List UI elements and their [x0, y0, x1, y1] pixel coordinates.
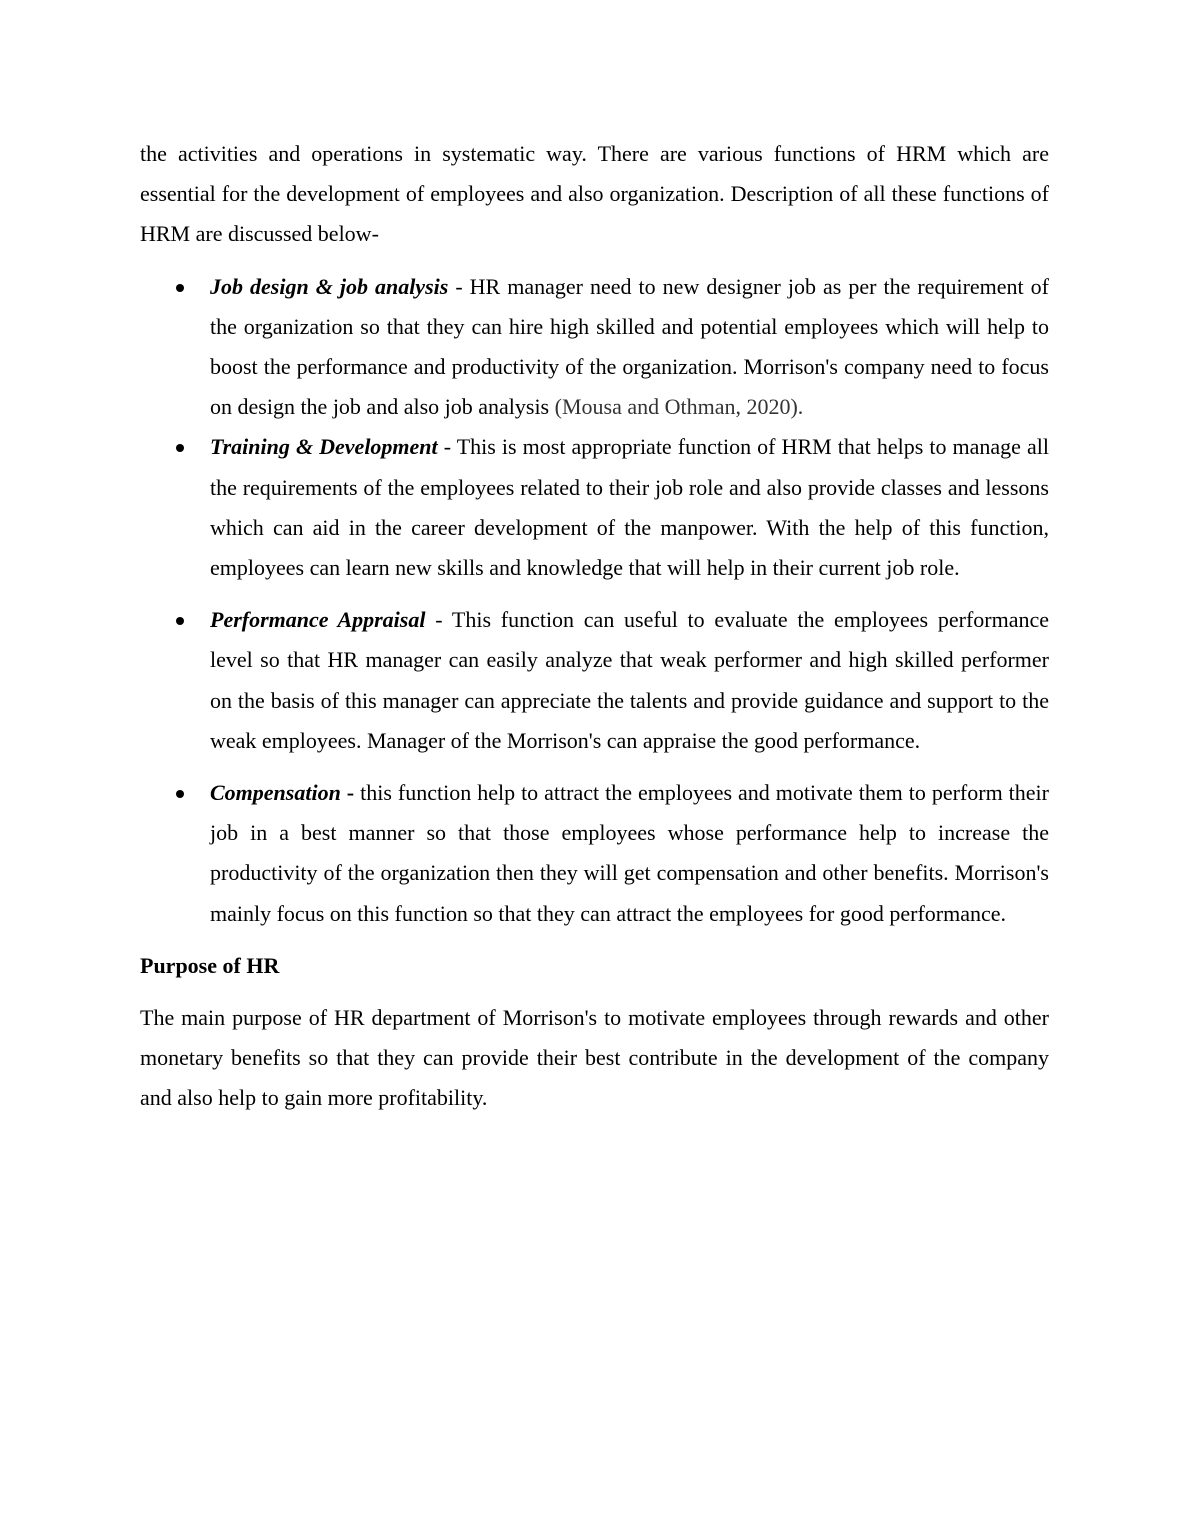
- function-description: this function help to attract the employees and motivate them to perform their job in a best manner so that those employees whose performance help to increase the productivity of the organization then they will get compensation and other benefits. Morrison's mainly focus on this function so that they can attract the employees for good performance.: [210, 780, 1049, 926]
- function-separator: -: [437, 434, 457, 460]
- function-term: Training & Development: [210, 434, 438, 460]
- citation: (Mousa and Othman, 2020).: [554, 394, 804, 420]
- function-separator: -: [340, 780, 361, 806]
- bullet-icon: [176, 790, 184, 798]
- purpose-paragraph: The main purpose of HR department of Morrison's to motivate employees through rewards and other monetary benefits so that they can provide their best contribute in the development of the company and also help to gain more profitability.: [140, 1005, 1049, 1111]
- list-item-job-design: [140, 267, 1049, 428]
- section-heading: Purpose of HR: [140, 952, 280, 978]
- document-page: [140, 134, 1049, 1119]
- bullet-icon: [176, 444, 184, 452]
- hrm-functions-list: [140, 267, 1049, 934]
- function-term: Performance Appraisal: [210, 607, 426, 633]
- function-description: This is most appropriate function of HRM that helps to manage all the requirements of the employees related to their job role and also provide classes and lessons which can aid in the career development of the manpower. With the help of this function, employees can learn new skills and knowledge that will help in their current job role.: [210, 434, 1049, 581]
- function-term: Job design & job analysis: [210, 273, 449, 299]
- bullet-icon: [176, 617, 184, 625]
- list-item-compensation: [140, 773, 1049, 934]
- function-separator: -: [448, 273, 470, 299]
- list-item-training: [140, 427, 1049, 588]
- function-term: Compensation: [210, 780, 341, 806]
- bullet-icon: [176, 284, 184, 292]
- function-description: HR manager need to new designer job as per the requirement of the organization so that they can hire high skilled and potential employees which will help to boost the performance and productivity of the organization. Morrison's company need to focus on design the job and also job analysis: [210, 273, 1049, 420]
- intro-paragraph: the activities and operations in systematic way. There are various functions of HRM which are essential for the development of employees and also organization. Description of all these functions of HRM are discussed below-: [140, 141, 1049, 247]
- function-separator: -: [425, 607, 452, 633]
- function-description: This function can useful to evaluate the employees performance level so that HR manager can easily analyze that weak performer and high skilled performer on the basis of this manager can appreciate the talents and provide guidance and support to the weak employees. Manager of the Morrison's can appraise the good performance.: [210, 607, 1050, 753]
- list-item-performance-appraisal: [140, 600, 1049, 761]
